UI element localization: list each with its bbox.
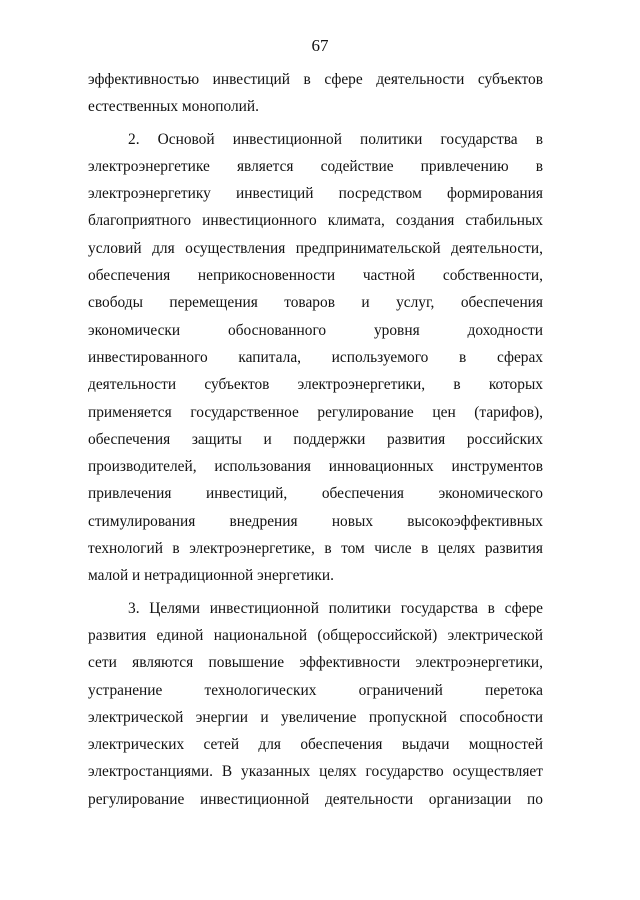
text-line: производителей, использования инновационных инструментов (88, 458, 543, 476)
text-line: применяется государственное регулирование цен (тарифов), (88, 403, 543, 421)
text-line: обеспечения неприкосновенности частной собственности, (88, 267, 543, 285)
text-line: 3. Целями инвестиционной политики государства в сфере (128, 599, 543, 617)
paragraph (88, 126, 543, 590)
text-line: электроэнергетике является содействие привлечению в (88, 157, 543, 175)
text-line: эффективностью инвестиций в сфере деятельности субъектов (88, 71, 543, 88)
text-line: инвестированного капитала, используемого в сферах (88, 348, 543, 366)
text-line: привлечения инвестиций, обеспечения экономического (88, 485, 543, 503)
text-line: экономически обоснованного уровня доходности (88, 321, 543, 339)
text-line: электрической энергии и увеличение пропускной способности (88, 708, 543, 726)
paragraph (88, 66, 543, 121)
document-body (88, 66, 543, 813)
page-number: 67 (311, 36, 329, 55)
text-line: технологий в электроэнергетике, в том числе в целях развития (88, 540, 543, 558)
text-line: устранение технологических ограничений перетока (88, 681, 543, 699)
text-line: 2. Основой инвестиционной политики государства в (128, 130, 543, 148)
paragraph (88, 595, 543, 813)
text-line: электростанциями. В указанных целях государство осуществляет (88, 763, 543, 781)
text-line: электроэнергетику инвестиций посредством формирования (88, 185, 543, 203)
text-line: сети являются повышение эффективности электроэнергетики, (88, 654, 543, 672)
text-line: условий для осуществления предпринимательской деятельности, (88, 239, 543, 257)
text-line: свободы перемещения товаров и услуг, обеспечения (88, 294, 543, 312)
text-line: деятельности субъектов электроэнергетики, в которых (88, 376, 543, 394)
text-line: естественных монополий. (88, 98, 260, 116)
text-line: стимулирования внедрения новых высокоэффективных (88, 512, 543, 530)
text-line: малой и нетрадиционной энергетики. (88, 567, 334, 585)
text-line: благоприятного инвестиционного климата, создания стабильных (88, 212, 543, 230)
text-line: обеспечения защиты и поддержки развития российских (88, 430, 543, 448)
text-line: развития единой национальной (общероссийской) электрической (88, 626, 543, 644)
text-line: электрических сетей для обеспечения выдачи мощностей (88, 736, 543, 754)
text-line: регулирование инвестиционной деятельности организации по (88, 790, 543, 808)
